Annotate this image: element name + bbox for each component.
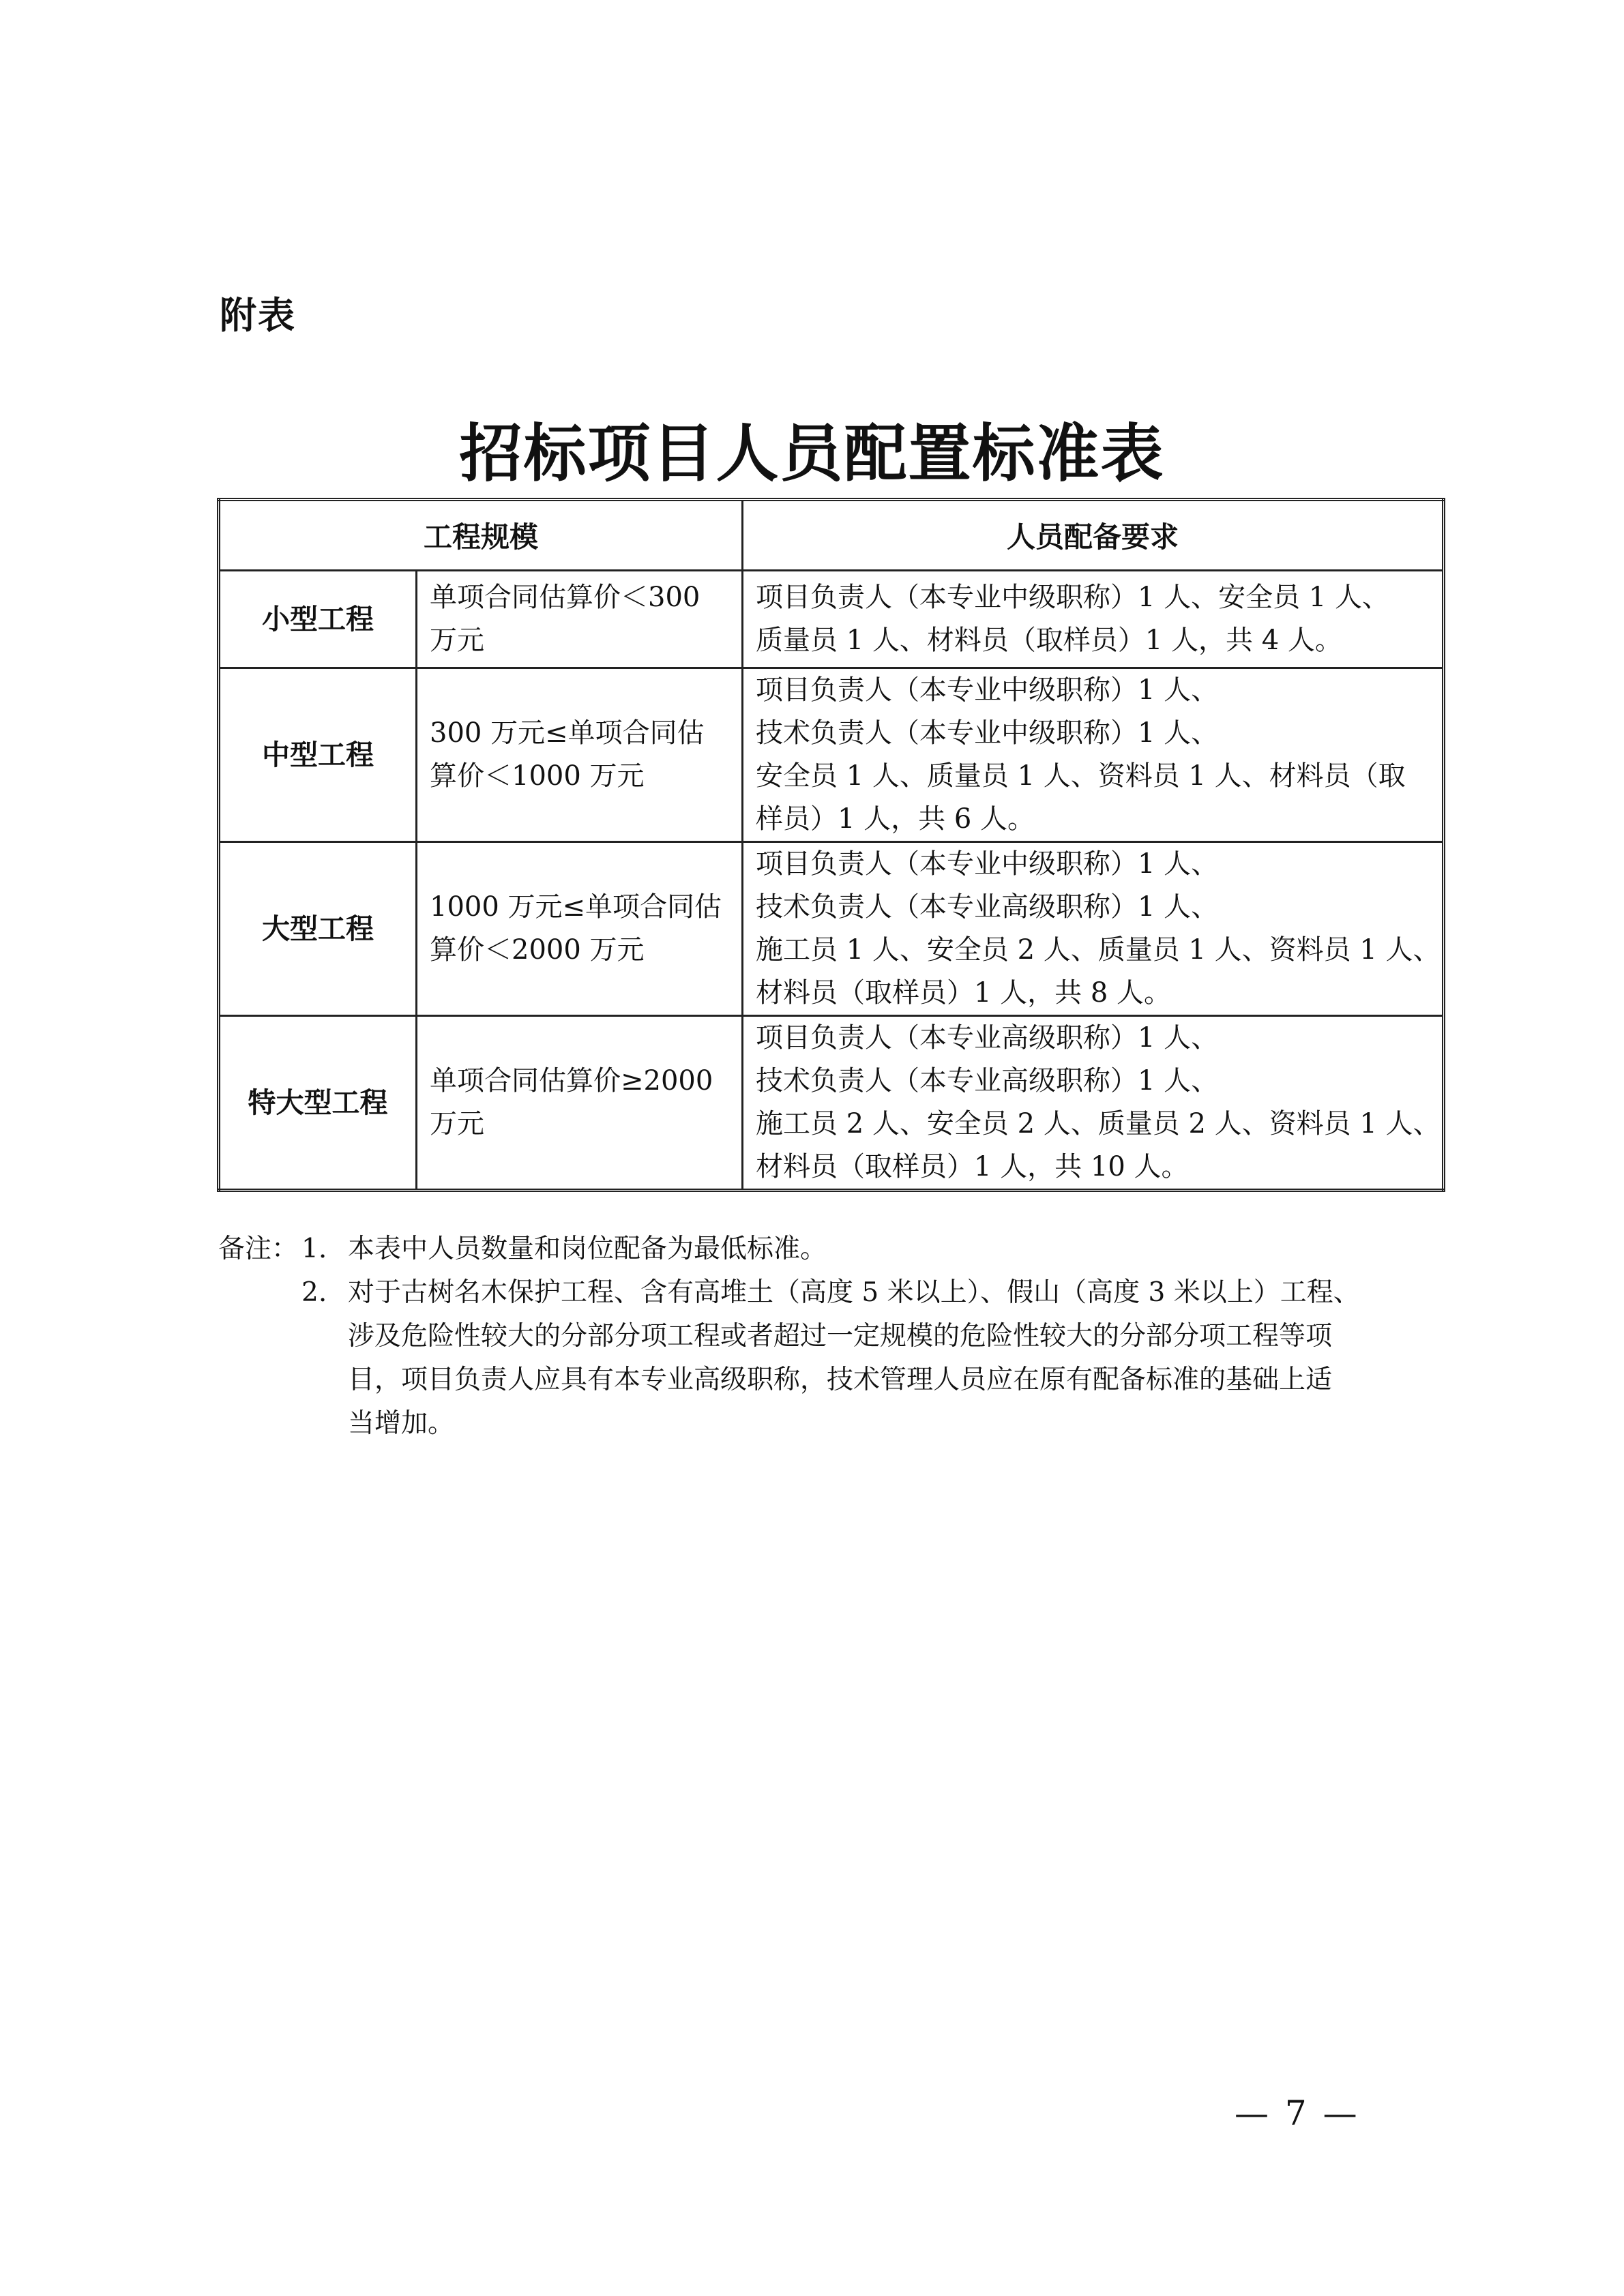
staff-configuration-table — [217, 498, 1445, 1192]
range-line: 万元 — [430, 1108, 484, 1139]
note-line: 本表中人员数量和岗位配备为最低标准。 — [348, 1234, 827, 1264]
scale-name-cell: 大型工程 — [219, 842, 417, 1016]
requirement-line: 项目负责人（本专业中级职称）1 人、 — [756, 848, 1219, 880]
requirement-line: 样员）1 人，共 6 人。 — [756, 803, 1035, 835]
range-line: 300 万元≤单项合同估 — [430, 717, 705, 749]
contract-range-cell — [417, 842, 743, 1016]
note-line: 当增加。 — [348, 1408, 455, 1439]
scale-name-cell: 特大型工程 — [219, 1016, 417, 1191]
table-row-extra-large-project — [219, 1016, 1444, 1191]
contract-range-cell — [417, 571, 743, 668]
note-line: 对于古树名木保护工程、含有高堆土（高度 5 米以上）、假山（高度 3 米以上）工程、 — [348, 1277, 1360, 1308]
scale-name-cell: 小型工程 — [219, 571, 417, 668]
requirement-line: 施工员 2 人、安全员 2 人、质量员 2 人、资料员 1 人、 — [756, 1108, 1441, 1139]
contract-range-cell — [417, 668, 743, 842]
table-row-large-project — [219, 842, 1444, 1016]
appendix-label: 附表 — [220, 294, 296, 337]
requirement-line: 项目负责人（本专业高级职称）1 人、 — [756, 1022, 1219, 1054]
range-line: 单项合同估算价＜300 — [430, 582, 700, 613]
requirement-line: 安全员 1 人、质量员 1 人、资料员 1 人、材料员（取 — [756, 760, 1406, 792]
table-row-medium-project — [219, 668, 1444, 842]
note-number: 2. — [301, 1277, 327, 1308]
range-line: 算价＜1000 万元 — [430, 760, 645, 792]
staff-requirement-cell — [743, 1016, 1444, 1191]
staff-requirement-cell — [743, 842, 1444, 1016]
requirement-line: 材料员（取样员）1 人，共 10 人。 — [756, 1151, 1189, 1182]
range-line: 万元 — [430, 625, 484, 656]
requirement-line: 技术负责人（本专业高级职称）1 人、 — [756, 891, 1219, 923]
header-project-scale: 工程规模 — [219, 500, 743, 571]
header-staff-requirements: 人员配备要求 — [743, 500, 1444, 571]
requirement-line: 施工员 1 人、安全员 2 人、质量员 1 人、资料员 1 人、 — [756, 934, 1441, 966]
staff-requirement-cell — [743, 571, 1444, 668]
document-title: 招标项目人员配置标准表 — [459, 417, 1165, 490]
range-line: 算价＜2000 万元 — [430, 934, 645, 966]
requirement-line: 材料员（取样员）1 人，共 8 人。 — [756, 977, 1172, 1009]
requirement-line: 项目负责人（本专业中级职称）1 人、安全员 1 人、 — [756, 582, 1390, 613]
notes-prefix: 备注： — [218, 1234, 299, 1264]
staff-requirement-cell — [743, 668, 1444, 842]
table-header-row — [219, 500, 1444, 571]
range-line: 单项合同估算价≥2000 — [430, 1065, 713, 1097]
page-number: — 7 — — [1235, 2093, 1360, 2133]
note-item — [218, 1227, 1446, 1271]
requirement-line: 项目负责人（本专业中级职称）1 人、 — [756, 674, 1219, 706]
note-line: 目，项目负责人应具有本专业高级职称，技术管理人员应在原有配备标准的基础上适 — [348, 1365, 1333, 1395]
contract-range-cell — [417, 1016, 743, 1191]
note-line: 涉及危险性较大的分部分项工程或者超过一定规模的危险性较大的分部分项工程等项 — [348, 1321, 1333, 1352]
notes-section — [218, 1227, 1446, 1446]
note-item — [218, 1271, 1446, 1446]
requirement-line: 技术负责人（本专业中级职称）1 人、 — [756, 717, 1219, 749]
table-row-small-project — [219, 571, 1444, 668]
requirement-line: 技术负责人（本专业高级职称）1 人、 — [756, 1065, 1219, 1097]
requirement-line: 质量员 1 人、材料员（取样员）1 人，共 4 人。 — [756, 625, 1342, 656]
note-number: 1. — [301, 1234, 327, 1264]
range-line: 1000 万元≤单项合同估 — [430, 891, 722, 923]
scale-name-cell: 中型工程 — [219, 668, 417, 842]
